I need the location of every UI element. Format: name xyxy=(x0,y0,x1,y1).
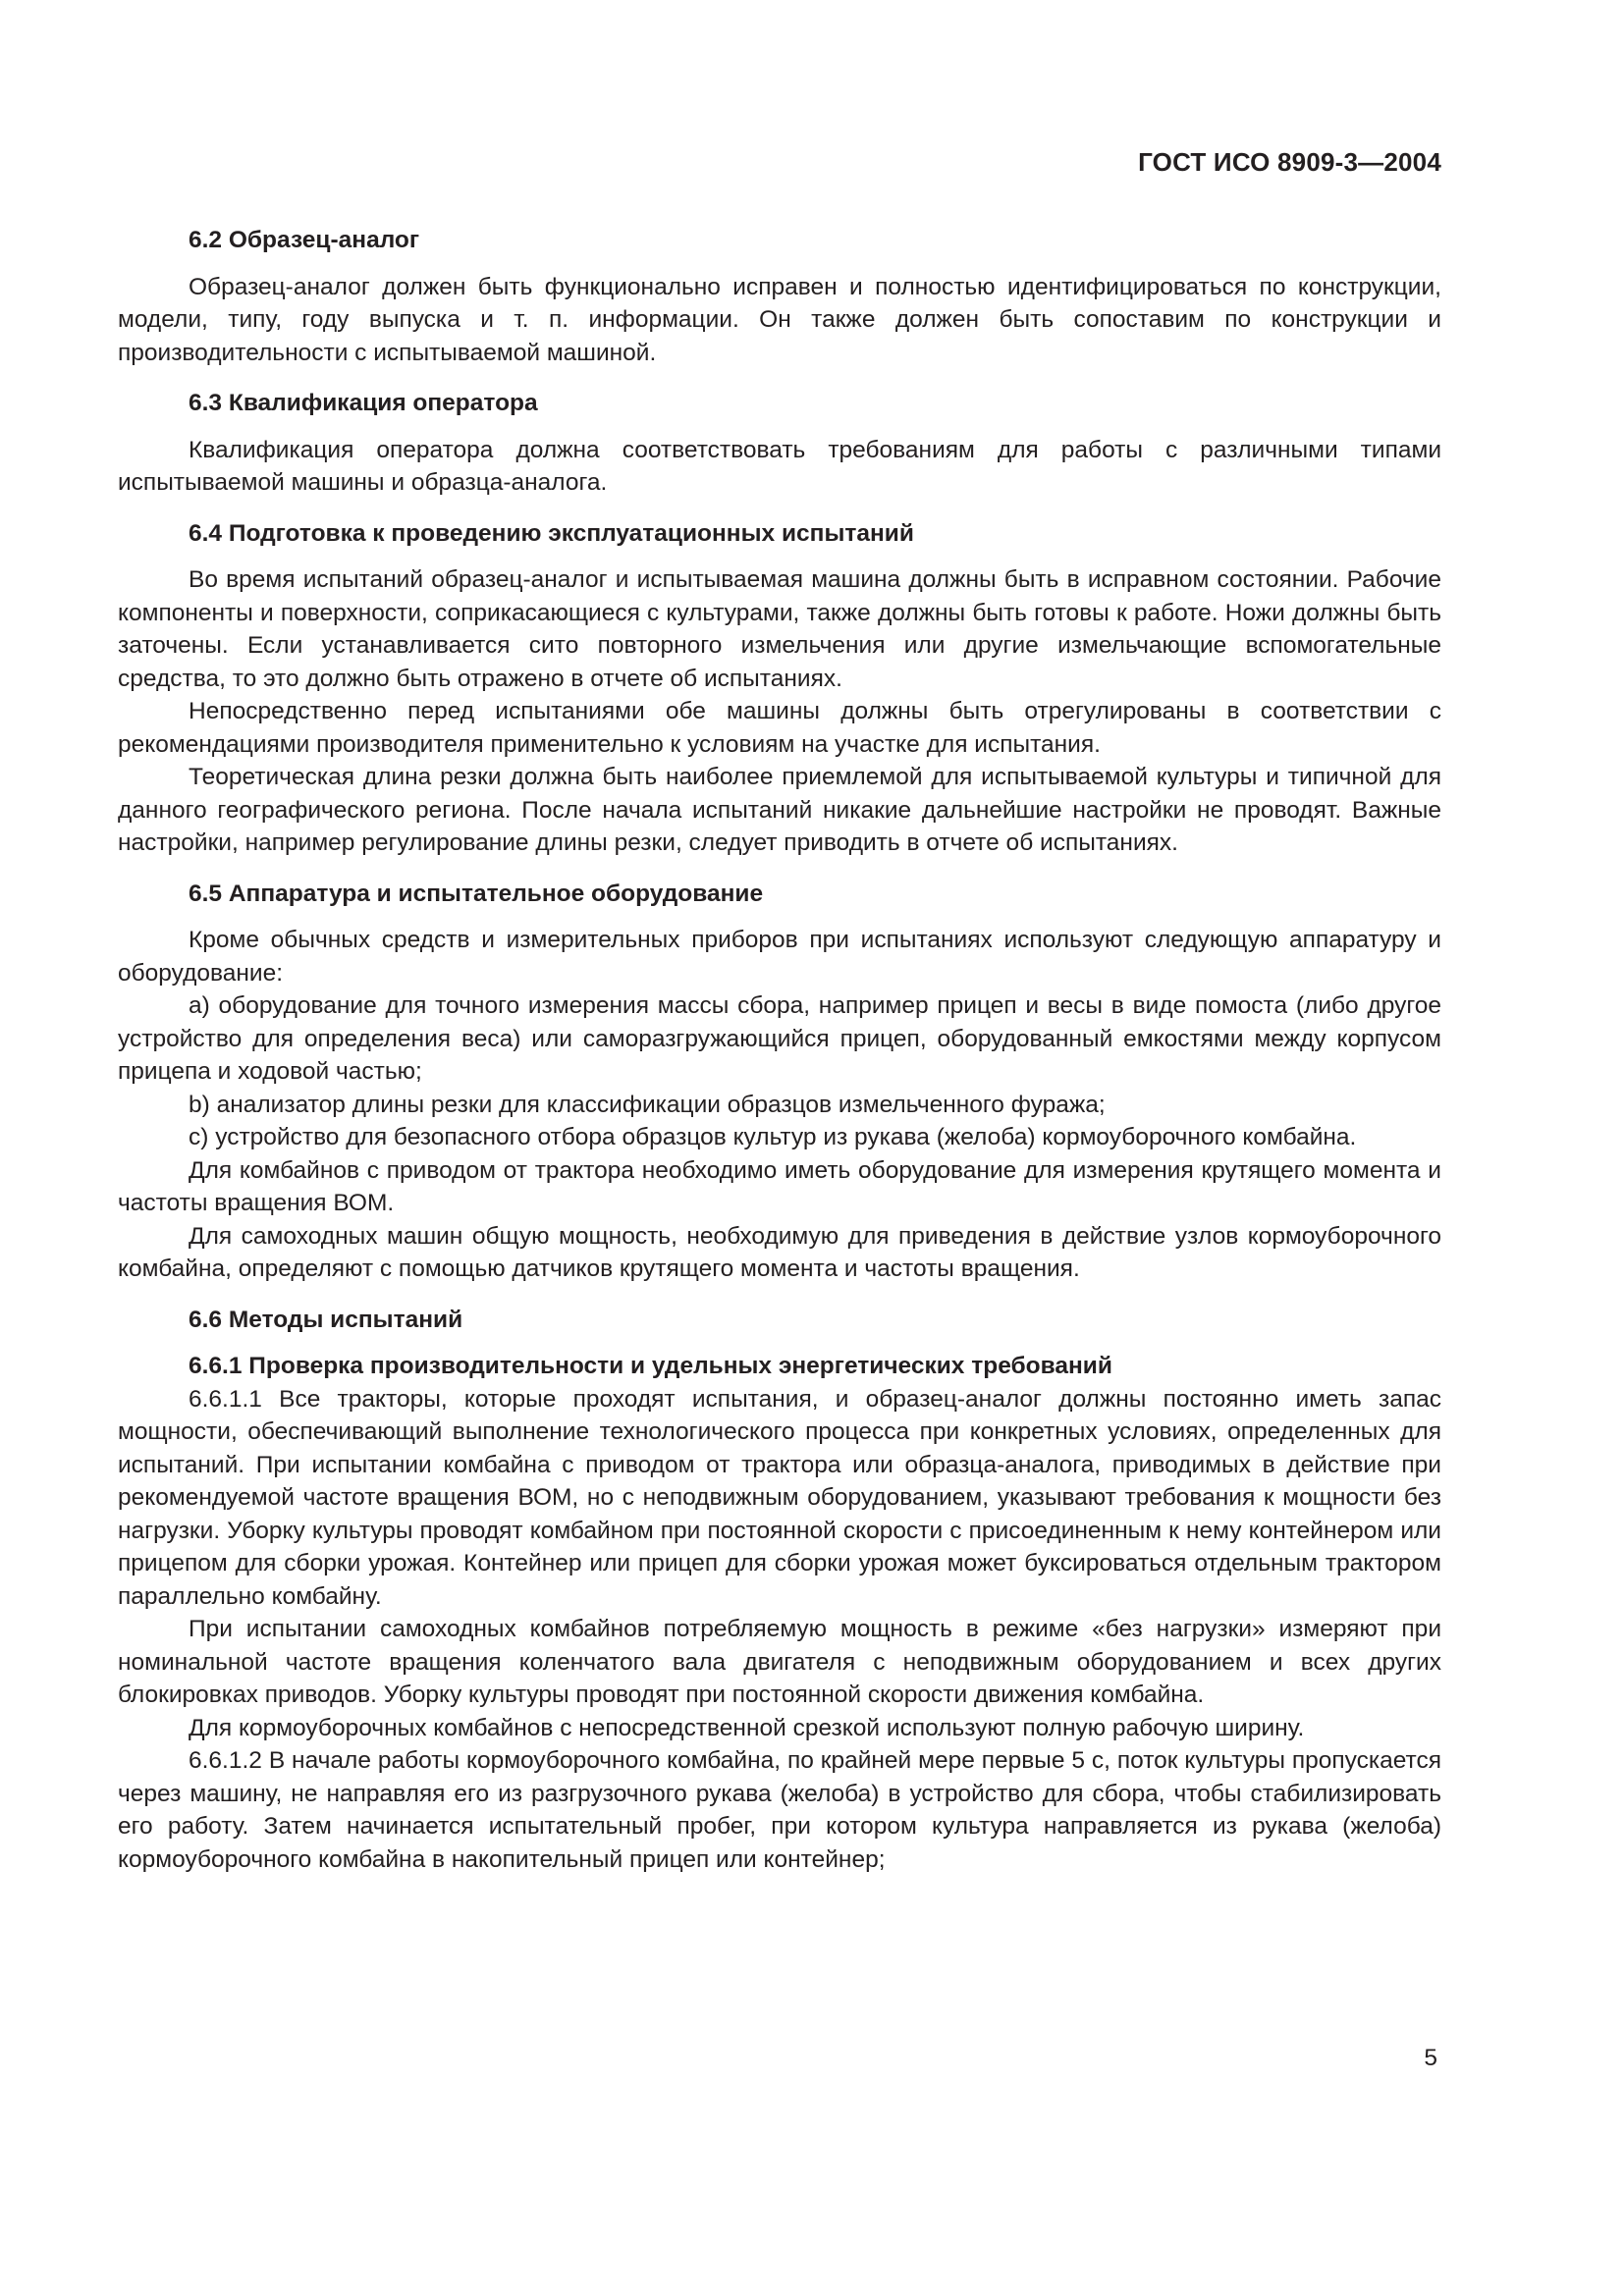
subsection-heading-6-6-1: 6.6.1 Проверка производительности и удельных энергетических требований xyxy=(189,1353,1112,1379)
list-item-c: c) устройство для безопасного отбора образцов культур из рукава (желоба) кормоуборочного комбайна. xyxy=(189,1124,1357,1150)
paragraph: Во время испытаний образец-аналог и испытываемая машина должны быть в исправном состоянии. Рабочие компоненты и поверхности, соприкасающиеся с культурами, также должны быть готовы к работе. Ножи должны быть заточены. Если устанавливается сито повторного измельчения или другие измельчающие вспомогательные средства, то это должно быть отражено в отчете об испытаниях. xyxy=(118,566,1441,692)
section-heading-6-3: 6.3 Квалификация оператора xyxy=(189,390,538,416)
section-heading-6-5: 6.5 Аппаратура и испытательное оборудование xyxy=(189,880,764,907)
list-item-b: b) анализатор длины резки для классификации образцов измельченного фуража; xyxy=(189,1091,1106,1118)
paragraph: Для комбайнов с приводом от трактора необходимо иметь оборудование для измерения крутящего момента и частоты вращения ВОМ. xyxy=(118,1156,1441,1216)
paragraph: 6.6.1.2 В начале работы кормоуборочного комбайна, по крайней мере первые 5 с, поток культуры пропускается через машину, не направляя его из разгрузочного рукава (желоба) в устройство для сбора, чтобы стабилизировать его работу. Затем начинается испытательный пробег, при котором культура направляется из рукава (желоба) кормоуборочного комбайна в накопительный прицеп или контейнер; xyxy=(118,1747,1441,1873)
section-heading-6-6: 6.6 Методы испытаний xyxy=(189,1306,463,1333)
document-body xyxy=(118,224,1441,1876)
paragraph: При испытании самоходных комбайнов потребляемую мощность в режиме «без нагрузки» измеряют при номинальной частоте вращения коленчатого вала двигателя с неподвижным оборудованием и всех других блокировках приводов. Уборку культуры проводят при постоянной скорости движения комбайна. xyxy=(118,1616,1441,1708)
paragraph: Непосредственно перед испытаниями обе машины должны быть отрегулированы в соответствии с рекомендациями производителя применительно к условиям на участке для испытания. xyxy=(118,698,1441,758)
page-number: 5 xyxy=(1424,2045,1437,2071)
paragraph: Для кормоуборочных комбайнов с непосредственной срезкой используют полную рабочую ширину. xyxy=(189,1714,1305,1741)
section-heading-6-4: 6.4 Подготовка к проведению эксплуатационных испытаний xyxy=(189,519,914,547)
list-item-a: a) оборудование для точного измерения массы сбора, например прицеп и весы в виде помоста (либо другое устройство для определения веса) или саморазгружающийся прицеп, оборудованный емкостями между корпусом прицепа и ходовой частью; xyxy=(118,992,1441,1085)
paragraph: Для самоходных машин общую мощность, необходимую для приведения в действие узлов кормоуборочного комбайна, определяют с помощью датчиков крутящего момента и частоты вращения. xyxy=(118,1222,1441,1282)
paragraph: Образец-аналог должен быть функционально исправен и полностью идентифицироваться по конструкции, модели, типу, году выпуска и т. п. информации. Он также должен быть сопоставим по конструкции и производительности с испытываемой машиной. xyxy=(118,273,1441,366)
paragraph: Кроме обычных средств и измерительных приборов при испытаниях используют следующую аппаратуру и оборудование: xyxy=(118,927,1441,987)
section-heading-6-2: 6.2 Образец-аналог xyxy=(189,227,420,253)
paragraph: 6.6.1.1 Все тракторы, которые проходят испытания, и образец-аналог должны постоянно иметь запас мощности, обеспечивающий выполнение технологического процесса при конкретных условиях, определенных для испытаний. При испытании комбайна с приводом от трактора или образца-аналога, приводимых в действие при рекомендуемой частоте вращения ВОМ, но с неподвижным оборудованием, указывают требования к мощности без нагрузки. Уборку культуры проводят комбайном при постоянной скорости с присоединенным к нему контейнером или прицепом для сборки урожая. Контейнер или прицеп для сборки урожая может буксироваться отдельным трактором параллельно комбайну. xyxy=(118,1385,1441,1610)
document-code-header: ГОСТ ИСО 8909-3—2004 xyxy=(1138,147,1441,177)
paragraph: Теоретическая длина резки должна быть наиболее приемлемой для испытываемой культуры и типичной для данного географического региона. После начала испытаний никакие дальнейшие настройки не проводят. Важные настройки, например регулирование длины резки, следует приводить в отчете об испытаниях. xyxy=(118,764,1441,856)
paragraph: Квалификация оператора должна соответствовать требованиям для работы с различными типами испытываемой машины и образца-аналога. xyxy=(118,436,1441,496)
